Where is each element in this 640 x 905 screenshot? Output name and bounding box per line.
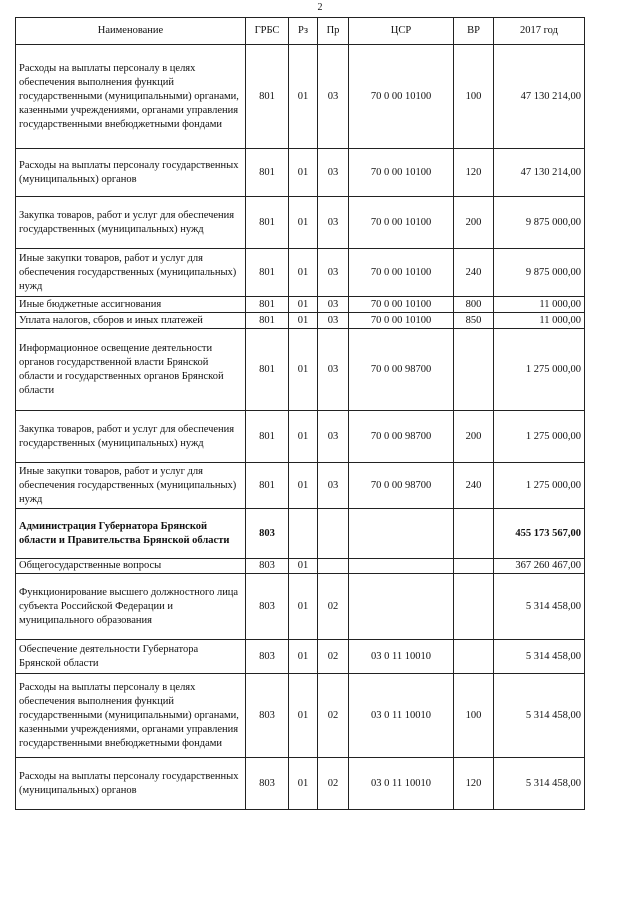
cell-amount: 9 875 000,00 <box>494 197 585 249</box>
cell-pr: 03 <box>318 297 349 313</box>
cell-name: Иные закупки товаров, работ и услуг для обеспечения государственных (муниципальных) нужд <box>16 463 246 509</box>
cell-csr: 70 0 00 98700 <box>349 463 454 509</box>
cell-name: Расходы на выплаты персоналу в целях обеспечения выполнения функций государственными (муниципальными) органами, казенными учреждениями, органами управления государственными внебюджетными фондами <box>16 674 246 758</box>
cell-grbs: 803 <box>246 559 289 574</box>
cell-vr: 850 <box>454 313 494 329</box>
cell-rz: 01 <box>289 297 318 313</box>
cell-pr: 02 <box>318 758 349 810</box>
header-rz: Рз <box>289 18 318 45</box>
page-number: 2 <box>317 2 323 13</box>
table-row <box>16 197 585 249</box>
cell-amount: 455 173 567,00 <box>494 509 585 559</box>
cell-pr: 02 <box>318 574 349 640</box>
cell-vr <box>454 640 494 674</box>
cell-rz: 01 <box>289 45 318 149</box>
cell-amount: 11 000,00 <box>494 297 585 313</box>
cell-pr: 03 <box>318 313 349 329</box>
table-row <box>16 574 585 640</box>
table-row <box>16 411 585 463</box>
cell-csr: 70 0 00 10100 <box>349 197 454 249</box>
table-row <box>16 640 585 674</box>
cell-csr: 03 0 11 10010 <box>349 640 454 674</box>
cell-rz: 01 <box>289 411 318 463</box>
cell-rz: 01 <box>289 249 318 297</box>
table-row <box>16 329 585 411</box>
table-header-row <box>16 18 585 45</box>
cell-name: Закупка товаров, работ и услуг для обеспечения государственных (муниципальных) нужд <box>16 197 246 249</box>
cell-vr <box>454 329 494 411</box>
cell-pr: 02 <box>318 674 349 758</box>
cell-grbs: 801 <box>246 313 289 329</box>
cell-rz: 01 <box>289 674 318 758</box>
header-csr: ЦСР <box>349 18 454 45</box>
table-row <box>16 249 585 297</box>
cell-rz: 01 <box>289 559 318 574</box>
cell-amount: 5 314 458,00 <box>494 574 585 640</box>
header-pr: Пр <box>318 18 349 45</box>
table-row <box>16 313 585 329</box>
cell-vr: 100 <box>454 45 494 149</box>
cell-amount: 47 130 214,00 <box>494 45 585 149</box>
cell-vr: 200 <box>454 411 494 463</box>
cell-amount: 1 275 000,00 <box>494 463 585 509</box>
cell-pr: 03 <box>318 45 349 149</box>
cell-amount: 1 275 000,00 <box>494 329 585 411</box>
cell-name: Информационное освещение деятельности органов государственной власти Брянской области и государственных органов Брянской области <box>16 329 246 411</box>
cell-vr: 800 <box>454 297 494 313</box>
cell-vr <box>454 509 494 559</box>
cell-vr: 100 <box>454 674 494 758</box>
cell-grbs: 801 <box>246 297 289 313</box>
cell-csr: 70 0 00 10100 <box>349 297 454 313</box>
cell-rz: 01 <box>289 758 318 810</box>
cell-csr <box>349 559 454 574</box>
header-grbs: ГРБС <box>246 18 289 45</box>
cell-grbs: 803 <box>246 509 289 559</box>
cell-amount: 5 314 458,00 <box>494 640 585 674</box>
cell-grbs: 803 <box>246 640 289 674</box>
cell-name: Обеспечение деятельности Губернатора Брянской области <box>16 640 246 674</box>
cell-grbs: 801 <box>246 45 289 149</box>
cell-grbs: 803 <box>246 574 289 640</box>
cell-name: Общегосударственные вопросы <box>16 559 246 574</box>
cell-vr: 120 <box>454 149 494 197</box>
budget-table <box>15 17 585 810</box>
cell-vr <box>454 574 494 640</box>
cell-grbs: 801 <box>246 411 289 463</box>
cell-name: Расходы на выплаты персоналу в целях обеспечения выполнения функций государственными (муниципальными) органами, казенными учреждениями, органами управления государственными внебюджетными фондами <box>16 45 246 149</box>
cell-rz: 01 <box>289 149 318 197</box>
table-row <box>16 297 585 313</box>
cell-amount: 11 000,00 <box>494 313 585 329</box>
table-row <box>16 463 585 509</box>
cell-pr: 03 <box>318 411 349 463</box>
cell-pr <box>318 559 349 574</box>
cell-rz: 01 <box>289 197 318 249</box>
table-row <box>16 509 585 559</box>
cell-name: Расходы на выплаты персоналу государственных (муниципальных) органов <box>16 758 246 810</box>
cell-rz: 01 <box>289 640 318 674</box>
cell-name: Закупка товаров, работ и услуг для обеспечения государственных (муниципальных) нужд <box>16 411 246 463</box>
cell-pr: 03 <box>318 197 349 249</box>
cell-amount: 9 875 000,00 <box>494 249 585 297</box>
table-row <box>16 149 585 197</box>
cell-csr: 70 0 00 98700 <box>349 329 454 411</box>
table-row <box>16 559 585 574</box>
cell-csr: 70 0 00 10100 <box>349 149 454 197</box>
cell-amount: 5 314 458,00 <box>494 758 585 810</box>
cell-csr: 03 0 11 10010 <box>349 758 454 810</box>
cell-pr: 02 <box>318 640 349 674</box>
cell-vr: 240 <box>454 463 494 509</box>
cell-grbs: 803 <box>246 758 289 810</box>
cell-grbs: 801 <box>246 463 289 509</box>
cell-rz: 01 <box>289 329 318 411</box>
cell-rz: 01 <box>289 313 318 329</box>
table-body <box>16 45 585 810</box>
cell-csr <box>349 509 454 559</box>
cell-name: Администрация Губернатора Брянской области и Правительства Брянской области <box>16 509 246 559</box>
cell-amount: 367 260 467,00 <box>494 559 585 574</box>
cell-grbs: 801 <box>246 149 289 197</box>
cell-vr <box>454 559 494 574</box>
cell-name: Уплата налогов, сборов и иных платежей <box>16 313 246 329</box>
cell-csr: 70 0 00 98700 <box>349 411 454 463</box>
cell-name: Иные закупки товаров, работ и услуг для обеспечения государственных (муниципальных) нужд <box>16 249 246 297</box>
cell-amount: 47 130 214,00 <box>494 149 585 197</box>
cell-amount: 5 314 458,00 <box>494 674 585 758</box>
cell-grbs: 801 <box>246 249 289 297</box>
cell-csr: 03 0 11 10010 <box>349 674 454 758</box>
cell-vr: 120 <box>454 758 494 810</box>
cell-csr: 70 0 00 10100 <box>349 249 454 297</box>
cell-amount: 1 275 000,00 <box>494 411 585 463</box>
cell-name: Расходы на выплаты персоналу государственных (муниципальных) органов <box>16 149 246 197</box>
cell-pr: 03 <box>318 249 349 297</box>
cell-csr: 70 0 00 10100 <box>349 313 454 329</box>
cell-pr <box>318 509 349 559</box>
cell-grbs: 801 <box>246 197 289 249</box>
cell-csr: 70 0 00 10100 <box>349 45 454 149</box>
table-row <box>16 674 585 758</box>
cell-rz: 01 <box>289 463 318 509</box>
header-vr: ВР <box>454 18 494 45</box>
cell-csr <box>349 574 454 640</box>
header-name: Наименование <box>16 18 246 45</box>
cell-vr: 200 <box>454 197 494 249</box>
table-row <box>16 758 585 810</box>
cell-grbs: 803 <box>246 674 289 758</box>
cell-grbs: 801 <box>246 329 289 411</box>
cell-name: Функционирование высшего должностного лица субъекта Российской Федерации и муниципального образования <box>16 574 246 640</box>
cell-pr: 03 <box>318 329 349 411</box>
cell-pr: 03 <box>318 149 349 197</box>
cell-pr: 03 <box>318 463 349 509</box>
cell-name: Иные бюджетные ассигнования <box>16 297 246 313</box>
cell-rz <box>289 509 318 559</box>
header-amount-2017: 2017 год <box>494 18 585 45</box>
table-row <box>16 45 585 149</box>
cell-rz: 01 <box>289 574 318 640</box>
cell-vr: 240 <box>454 249 494 297</box>
